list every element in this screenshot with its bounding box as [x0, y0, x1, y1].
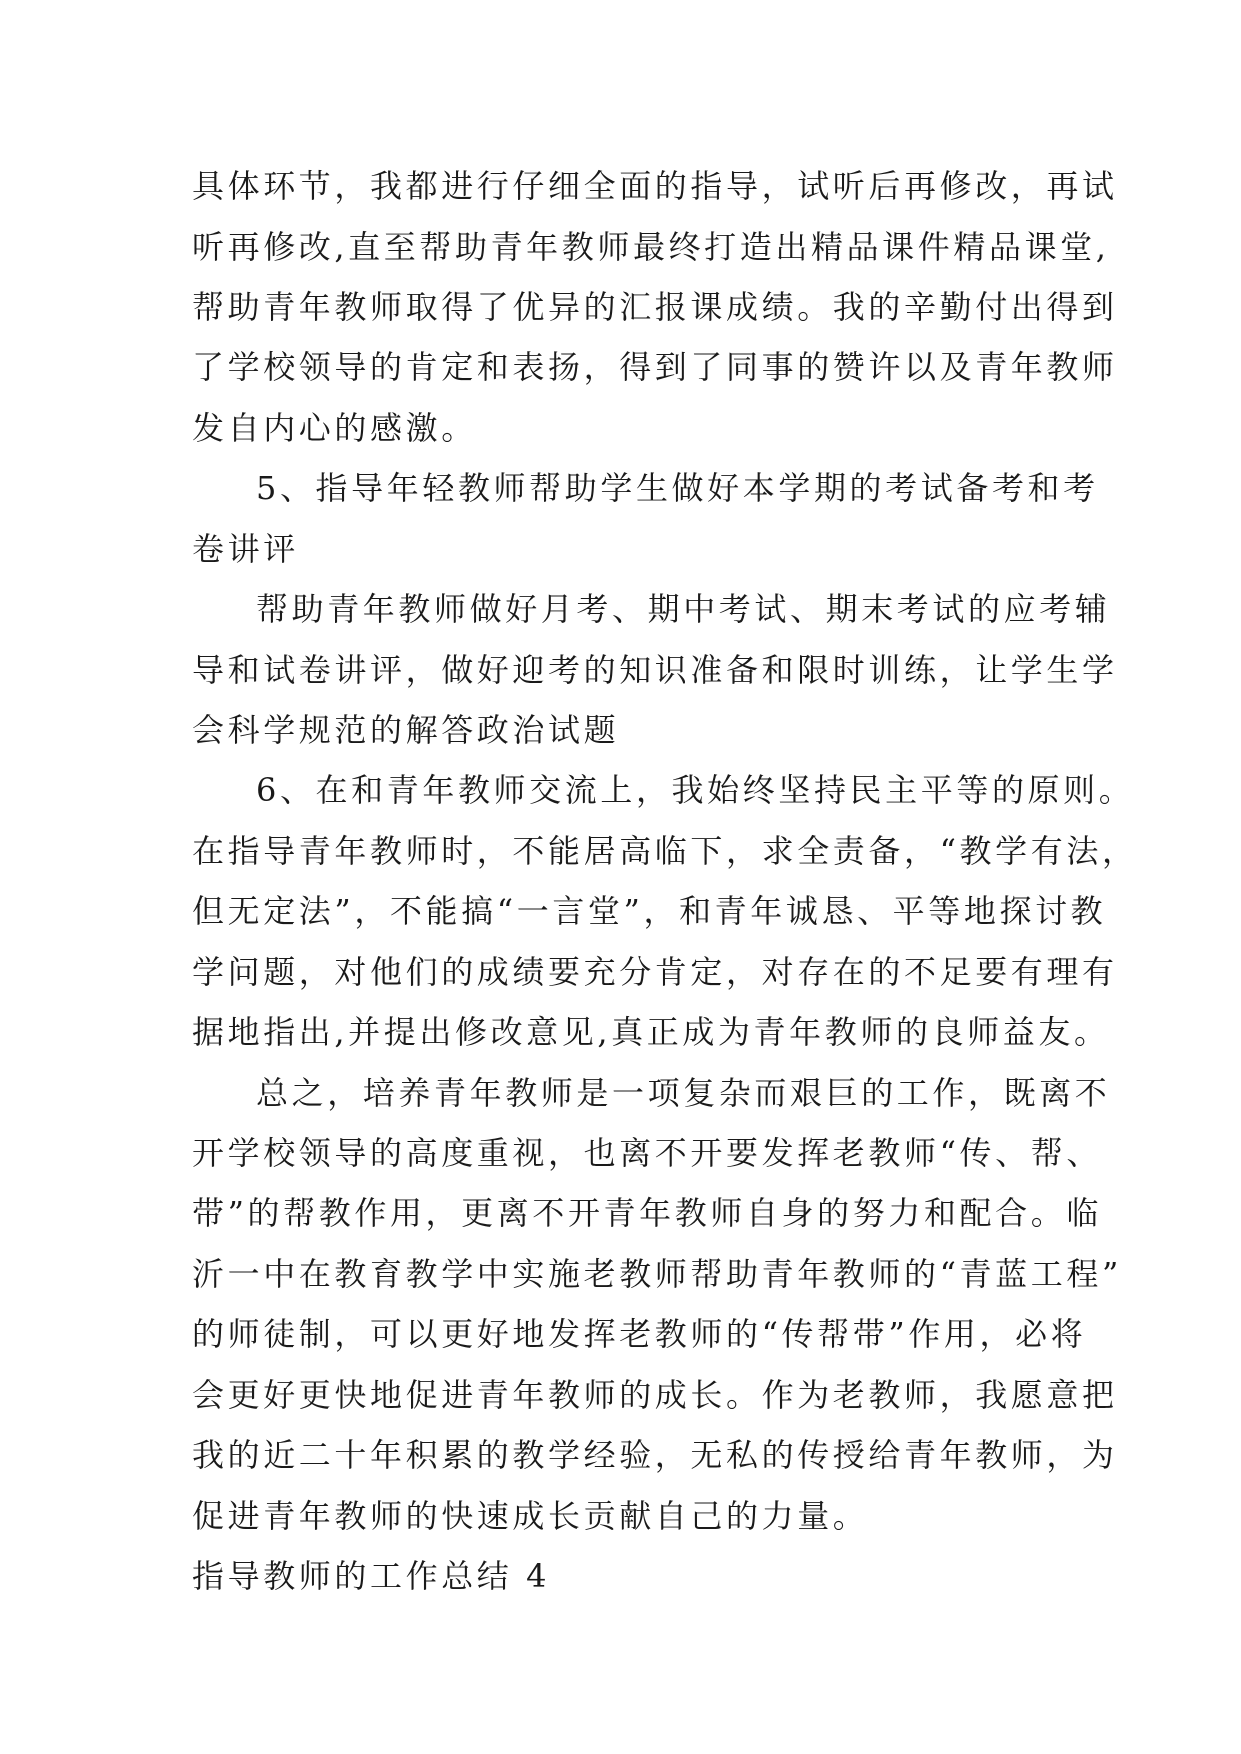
text-line: 具体环节，我都进行仔细全面的指导，试听后再修改，再试 — [192, 167, 1118, 205]
text-line: 听再修改,直至帮助青年教师最终打造出精品课件精品课堂, — [192, 228, 1110, 266]
paragraph-start: 帮助青年教师做好月考、期中考试、期末考试的应考辅 — [256, 590, 1111, 628]
text-line: 卷讲评 — [192, 530, 299, 568]
text-line: 帮助青年教师取得了优异的汇报课成绩。我的辛勤付出得到 — [192, 288, 1118, 326]
section-heading-5: 5、指导年轻教师帮助学生做好本学期的考试备考和考 — [256, 469, 1099, 507]
text-line: 据地指出,并提出修改意见,真正成为青年教师的良师益友。 — [192, 1013, 1110, 1051]
section-title: 指导教师的工作总结 4 — [192, 1557, 551, 1595]
text-line: 导和试卷讲评，做好迎考的知识准备和限时训练，让学生学 — [192, 651, 1118, 689]
section-heading-6: 6、在和青年教师交流上，我始终坚持民主平等的原则。 — [256, 771, 1135, 809]
text-line: 带”的帮教作用，更离不开青年教师自身的努力和配合。临 — [192, 1194, 1102, 1232]
text-line: 开学校领导的高度重视，也离不开要发挥老教师“传、帮、 — [192, 1134, 1102, 1172]
text-line: 会更好更快地促进青年教师的成长。作为老教师，我愿意把 — [192, 1376, 1118, 1414]
text-line: 了学校领导的肯定和表扬，得到了同事的赞许以及青年教师 — [192, 348, 1118, 386]
paragraph-start: 总之，培养青年教师是一项复杂而艰巨的工作，既离不 — [256, 1074, 1111, 1112]
text-line: 会科学规范的解答政治试题 — [192, 711, 620, 749]
text-line: 的师徒制，可以更好地发挥老教师的“传帮带”作用，必将 — [192, 1315, 1087, 1353]
text-line: 在指导青年教师时，不能居高临下，求全责备，“教学有法， — [192, 832, 1138, 870]
text-line: 我的近二十年积累的教学经验，无私的传授给青年教师，为 — [192, 1436, 1118, 1474]
text-line: 沂一中在教育教学中实施老教师帮助青年教师的“青蓝工程” — [192, 1255, 1122, 1293]
text-line: 促进青年教师的快速成长贡献自己的力量。 — [192, 1497, 869, 1535]
text-line: 学问题，对他们的成绩要充分肯定，对存在的不足要有理有 — [192, 953, 1118, 991]
text-line: 但无定法”，不能搞“一言堂”，和青年诚恳、平等地探讨教 — [192, 892, 1107, 930]
text-line: 发自内心的感激。 — [192, 409, 477, 447]
